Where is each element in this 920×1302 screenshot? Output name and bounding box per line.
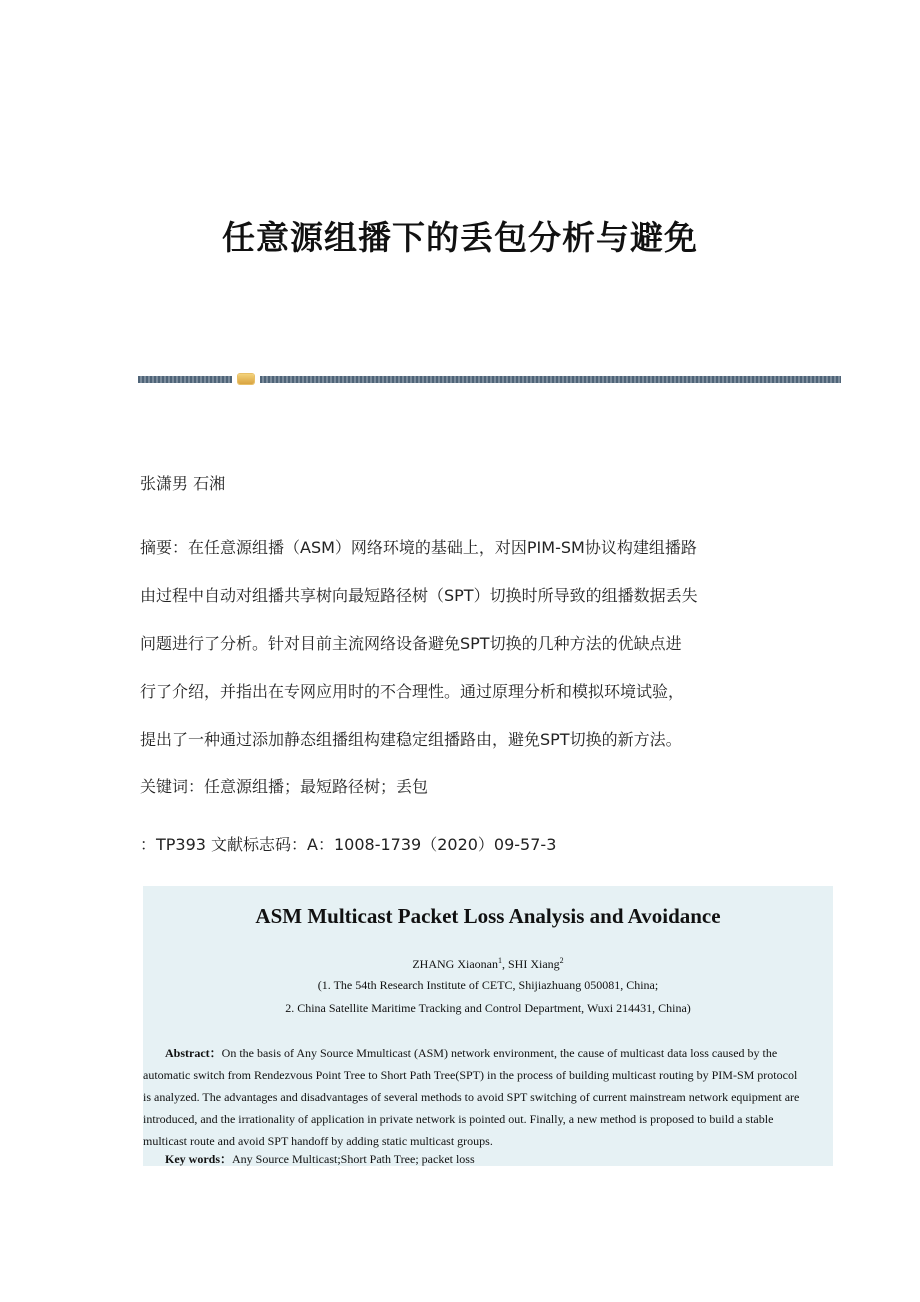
english-title: ASM Multicast Packet Loss Analysis and Avoidance xyxy=(255,904,721,928)
english-authors xyxy=(143,956,833,972)
abstract-cn-line: 问题进行了分析。针对目前主流网络设备避免SPT切换的几种方法的优缺点进 xyxy=(140,634,682,653)
abstract-cn-line: 由过程中自动对组播共享树向最短路径树（SPT）切换时所导致的组播数据丢失 xyxy=(140,586,698,605)
title-divider xyxy=(138,374,841,384)
english-abstract xyxy=(143,1042,833,1152)
abstract-first-text: On the basis of Any Source Mmulticast (ASM) network environment, the cause of multicast data loss caused by the xyxy=(221,1046,778,1060)
abstract-cn-line: 摘要：在任意源组播（ASM）网络环境的基础上，对因PIM-SM协议构建组播路 xyxy=(140,538,697,557)
english-abstract-line: multicast route and avoid SPT handoff by adding static multicast groups. xyxy=(143,1134,493,1148)
english-abstract-line: automatic switch from Rendezvous Point Tree to Short Path Tree(SPT) in the process of building multicast routing by PIM-SM protocol xyxy=(143,1068,798,1082)
envelope-icon xyxy=(236,372,256,386)
english-abstract-line xyxy=(143,1042,833,1064)
author-1-superscript: 1 xyxy=(497,956,502,965)
classification-line: ：TP393 文献标志码：A：1008-1739（2020）09-57-3 xyxy=(140,835,557,854)
english-author-2: SHI Xiang xyxy=(507,957,560,971)
abstract-label: Abstract： xyxy=(165,1046,222,1060)
english-keywords xyxy=(165,1150,475,1167)
paper-title: 任意源组播下的丢包分析与避免 xyxy=(222,218,698,257)
abstract-cn xyxy=(140,524,780,764)
english-affiliation-2: 2. China Satellite Maritime Tracking and Control Department, Wuxi 214431, China) xyxy=(285,1001,691,1015)
keywords-cn: 关键词：任意源组播；最短路径树；丢包 xyxy=(140,777,429,796)
authors-cn: 张潇男 石湘 xyxy=(140,474,226,493)
author-2-superscript: 2 xyxy=(559,956,564,965)
author-separator: , xyxy=(501,957,508,971)
english-author-1: ZHANG Xiaonan xyxy=(412,957,498,971)
keywords-text: Any Source Multicast;Short Path Tree; packet loss xyxy=(232,1152,475,1166)
abstract-cn-line: 行了介绍，并指出在专网应用时的不合理性。通过原理分析和模拟环境试验， xyxy=(140,682,685,701)
divider-bar-left xyxy=(138,376,232,383)
divider-bar-right xyxy=(260,376,841,383)
english-abstract-line: is analyzed. The advantages and disadvantages of several methods to avoid SPT switching of current mainstream network equipment are xyxy=(143,1090,800,1104)
abstract-cn-line: 提出了一种通过添加静态组播组构建稳定组播路由，避免SPT切换的新方法。 xyxy=(140,730,682,749)
english-abstract-box xyxy=(143,886,833,1166)
keywords-label: Key words： xyxy=(165,1152,232,1166)
english-affiliation-1: (1. The 54th Research Institute of CETC, Shijiazhuang 050081, China; xyxy=(317,978,659,992)
english-abstract-line: introduced, and the irrationality of application in private network is pointed out. Finally, a new method is proposed to build a stable xyxy=(143,1112,774,1126)
